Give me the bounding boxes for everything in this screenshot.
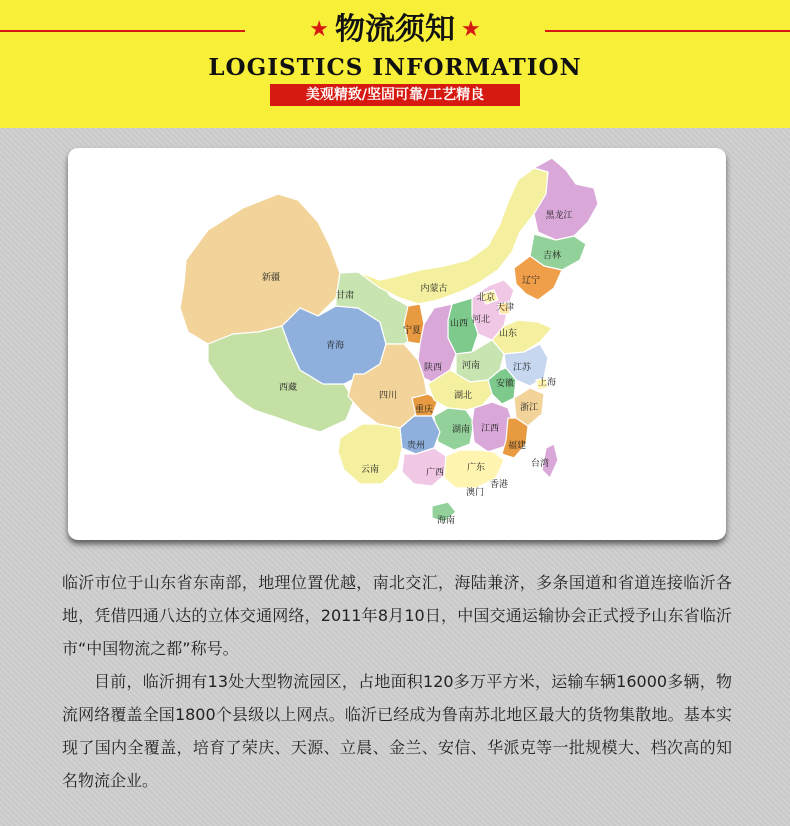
map-label-liaoning: 辽宁: [521, 276, 541, 286]
province-heilongjiang: [534, 158, 598, 240]
map-label-fujian: 福建: [507, 441, 527, 451]
map-label-gansu: 甘肃: [335, 291, 355, 301]
map-label-shanxi: 山西: [449, 319, 469, 329]
header-banner: [0, 0, 790, 128]
page-subtitle: LOGISTICS INFORMATION: [208, 54, 582, 81]
map-label-jilin: 吉林: [542, 251, 562, 261]
map-label-guangxi: 广西: [425, 468, 445, 478]
map-label-sichuan: 四川: [378, 391, 398, 401]
slogan-tag: 美观精致/坚固可靠/工艺精良: [270, 84, 520, 106]
article-body: [62, 566, 732, 797]
map-label-guangdong: 广东: [466, 463, 486, 473]
map-label-jiangsu: 江苏: [512, 363, 532, 373]
map-label-zhejiang: 浙江: [519, 403, 539, 413]
map-label-beijing: 北京: [476, 293, 496, 303]
map-label-xianggang: 香港: [489, 480, 509, 490]
map-label-qinghai: 青海: [325, 341, 345, 351]
map-label-yunnan: 云南: [360, 465, 380, 475]
map-label-anhui: 安徽: [495, 379, 515, 389]
map-label-shandong: 山东: [498, 329, 518, 339]
map-label-hainan: 海南: [436, 516, 456, 526]
paragraph-intro: 临沂市位于山东省东南部，地理位置优越，南北交汇，海陆兼济，多条国道和省道连接临沂各地，凭借四通八达的立体交通网络，2011年8月10日，中国交通运输协会正式授予山东省临沂市“中国物流之都”称号。: [62, 573, 732, 658]
map-label-heilongjiang: 黑龙江: [545, 211, 573, 221]
map-card: [68, 148, 726, 540]
china-map: [68, 148, 726, 540]
map-label-hebei: 河北: [471, 315, 491, 325]
map-label-aomen: 澳门: [465, 488, 485, 498]
paragraph-details: 目前，临沂拥有13处大型物流园区，占地面积120多万平方米，运输车辆16000多辆，物流网络覆盖全国1800个县级以上网点。临沂已经成为鲁南苏北地区最大的货物集散地。基本实现了国内全覆盖，培育了荣庆、天源、立晨、金兰、安信、华派克等一批规模大、档次高的知名物流企业。: [62, 672, 732, 790]
map-label-tianjin: 天津: [495, 303, 515, 313]
page-title-text: 物流须知: [335, 12, 455, 47]
map-label-hunan: 湖南: [451, 425, 471, 435]
map-label-neimenggu: 内蒙古: [420, 284, 448, 294]
map-label-ningxia: 宁夏: [402, 326, 422, 336]
page-title: [0, 4, 790, 56]
map-label-xinjiang: 新疆: [261, 273, 281, 283]
province-yunnan: [338, 424, 402, 484]
star-icon: ★: [461, 17, 481, 42]
province-guangxi: [402, 448, 446, 486]
map-label-chongqing: 重庆: [414, 405, 434, 415]
map-label-taiwan: 台湾: [530, 459, 550, 469]
map-label-henan: 河南: [461, 361, 481, 371]
map-label-xizang: 西藏: [278, 383, 298, 393]
star-icon: ★: [309, 17, 329, 42]
map-label-hubei: 湖北: [453, 391, 473, 401]
map-label-shaanxi: 陕西: [423, 363, 443, 373]
map-label-guizhou: 贵州: [406, 441, 426, 451]
map-label-shanghai: 上海: [537, 378, 557, 388]
map-label-jiangxi: 江西: [480, 424, 500, 434]
